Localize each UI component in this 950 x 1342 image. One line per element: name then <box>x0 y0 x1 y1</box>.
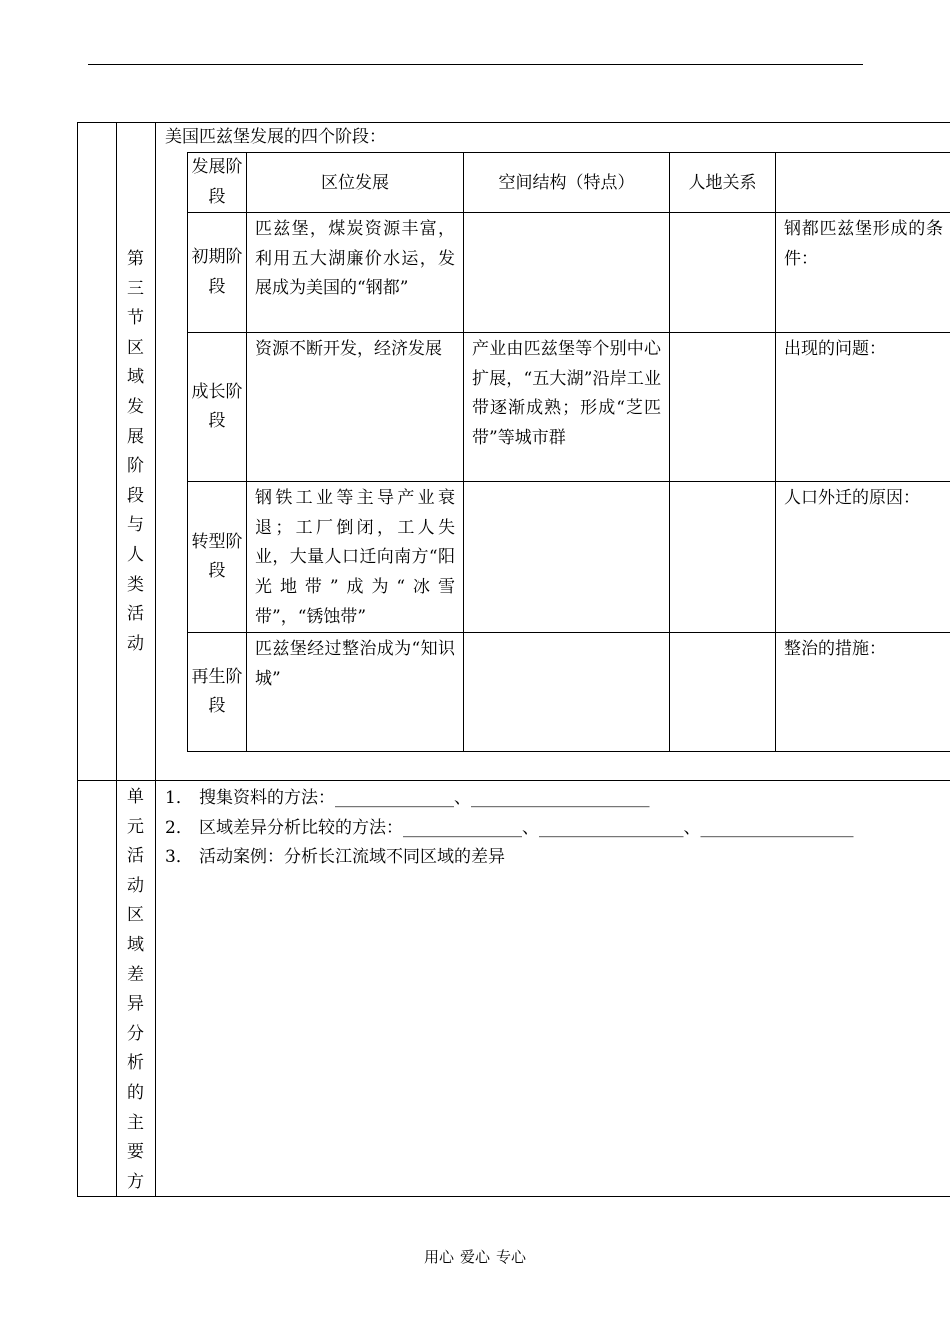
relation-cell <box>670 633 776 752</box>
relation-cell <box>670 482 776 633</box>
note-cell: 整治的措施： <box>776 633 950 752</box>
table-left-border <box>77 122 78 1197</box>
comparison-methods-text: 区域差异分析比较的方法：______________、_________________、__________________ <box>199 817 854 838</box>
case-study-text: 活动案例：分析长江流域不同区域的差异 <box>199 847 505 868</box>
note-cell: 钢都匹兹堡形成的条件： <box>776 213 950 333</box>
section-label: 第 三 节 区 域 发 展 阶 段 与 人 类 活 动 <box>127 249 144 654</box>
table-row <box>188 213 950 333</box>
list-item: 1． 搜集资料的方法：______________、_____________________ <box>165 788 650 808</box>
intro-text: 美国匹兹堡发展的四个阶段： <box>165 127 386 147</box>
header-spatial: 空间结构（特点） <box>464 153 670 213</box>
location-cell: 钢铁工业等主导产业衰退；工厂倒闭，工人失业，大量人口迁向南方“阳光地带”成为“冰雪带”，“锈蚀带” <box>247 482 464 633</box>
list-item: 2． 区域差异分析比较的方法：______________、_________________、__________________ <box>165 817 854 838</box>
header-relation: 人地关系 <box>670 153 776 213</box>
stages-table <box>187 152 950 752</box>
table-row <box>188 633 950 752</box>
spatial-cell <box>464 482 670 633</box>
stage-cell: 转型阶段 <box>188 482 247 633</box>
spatial-cell <box>464 633 670 752</box>
relation-cell <box>670 213 776 333</box>
stage-cell: 初期阶段 <box>188 213 247 333</box>
unit-activity-list <box>165 784 854 873</box>
table-row <box>188 482 950 633</box>
table-row <box>188 333 950 482</box>
outline-table <box>77 122 950 1197</box>
location-cell: 匹兹堡，煤炭资源丰富，利用五大湖廉价水运，发展成为美国的“钢都” <box>247 213 464 333</box>
unit-label: 单 元 活 动 区 域 差 异 分 析 的 主 要 方 <box>127 787 144 1192</box>
table-top-border <box>77 122 950 123</box>
collect-methods-text: 搜集资料的方法：______________、_____________________ <box>199 788 650 808</box>
relation-cell <box>670 333 776 482</box>
location-cell: 匹兹堡经过整治成为“知识城” <box>247 633 464 752</box>
column-divider-2 <box>155 122 156 1197</box>
header-stage: 发展阶段 <box>188 153 247 213</box>
page-footer: 用心 爱心 专心 <box>423 1248 527 1266</box>
note-cell: 出现的问题： <box>776 333 950 482</box>
table-bottom-border <box>77 1196 950 1197</box>
header-blank <box>776 153 950 213</box>
stage-cell: 再生阶段 <box>188 633 247 752</box>
note-cell: 人口外迁的原因： <box>776 482 950 633</box>
section-divider <box>77 780 950 781</box>
table-header-row <box>188 153 950 213</box>
stage-cell: 成长阶段 <box>188 333 247 482</box>
header-rule <box>88 64 863 65</box>
spatial-cell <box>464 213 670 333</box>
spatial-cell: 产业由匹兹堡等个别中心扩展，“五大湖”沿岸工业带逐渐成熟；形成“芝匹带”等城市群 <box>464 333 670 482</box>
list-item: 3． 活动案例：分析长江流域不同区域的差异 <box>165 847 505 868</box>
location-cell: 资源不断开发，经济发展 <box>247 333 464 482</box>
header-location: 区位发展 <box>247 153 464 213</box>
